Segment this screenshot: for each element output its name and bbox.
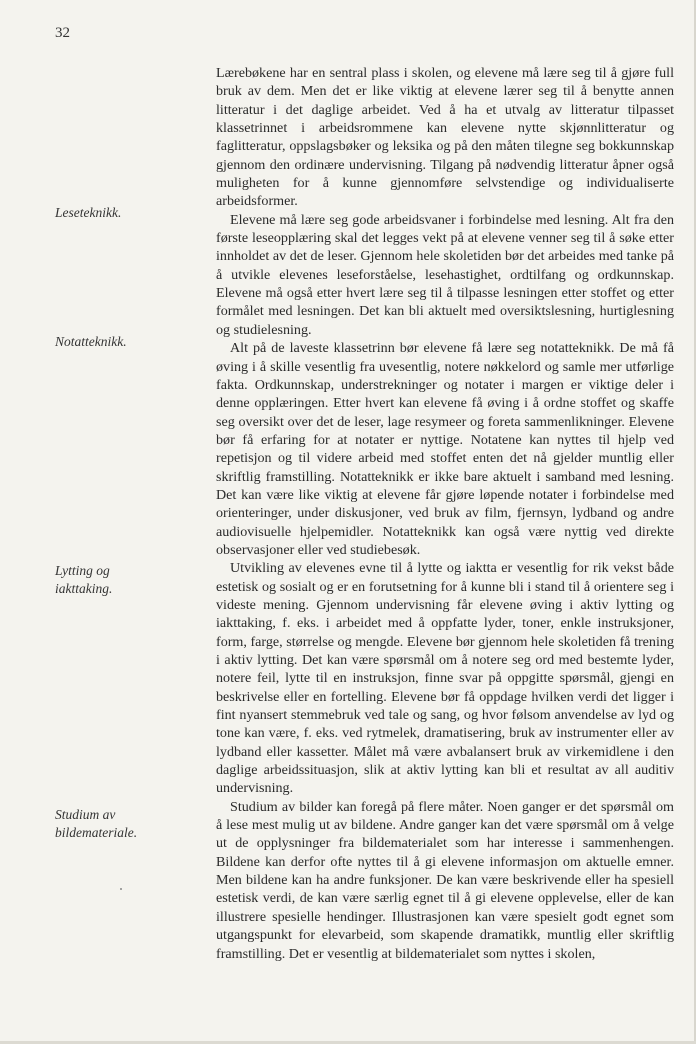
paragraph-notatteknikk: Alt på de laveste klassetrinn bør elevene få lære seg notatteknikk. De må få øving i å skille vesentlig fra uvesentlig, notere nøkkelord og samle mer utførlige fakta. Ordkunnskap, understrekninger og notater i margen er viktige deler i denne opplæringen. Etter hvert kan elevene få øving i å ordne stoffet og skaffe seg oversikt over det de leser, lage resymeer og foreta sammenlikninger. Elevene bør få erfaring for at notater er nyttige. Notatene kan nyttes til hjelp ved repetisjon og til videre arbeid med stoffet enten det nå gjelder muntlig eller skriftlig framstilling. Notatteknikk er ikke bare aktuelt i samband med lesning. Det kan være like viktig at elevene får gjøre løpende notater i forbindelse med orienteringer, under diskusjoner, ved bruk av film, fjernsyn, lydband og andre audiovisuelle hjelpemidler. Notatteknikk kan også være nyttig ved direkte observasjoner eller ved studiebesøk. (216, 340, 674, 558)
margin-note-lytting: Lytting og iakttaking. (55, 563, 113, 596)
paragraph-bildemateriale: Studium av bilder kan foregå på flere måter. Noen ganger er det spørsmål om å lese mest mulig ut av bildene. Andre ganger kan det være spørsmål om å velge ut de opplysninger fra bildematerialet som har interesse i sammenhengen. Bildene kan derfor ofte nyttes til å gi elevene informasjon om aktuelle emner. Men bildene kan ha andre funksjoner. De kan være beskrivende eller ha spesiell estetisk verdi, de kan være særlig egnet til å gi elevene opplevelse, eller de kan illustrere spesielle hendinger. Illustrasjonen kan være spesielt godt egnet som utgangspunkt for elevarbeid, som skapende dramatikk, muntlig eller skriftlig framstilling. Det er vesentlig at bildematerialet som nyttes i skolen, (216, 798, 674, 962)
print-speck (120, 888, 122, 890)
paragraph-leseteknikk: Elevene må lære seg gode arbeidsvaner i forbindelse med lesning. Alt fra den første leseopplæring skal det legges vekt på at elevene venner seg til å søke etter innholdet av det de leser. Gjennom hele skoletiden bør det arbeides med tanke på å utvikle elevenes leseforståelse, lesehastighet, ordtilfang og ordkunnskap. Elevene må også etter hvert lære seg til å tilpasse lesningen etter stoffet og etter formålet med lesningen. Det kan bli aktuelt med oversiktslesning, hurtiglesning og studielesning. (216, 211, 674, 338)
page-number: 32 (55, 25, 70, 41)
paragraph-lytting: Utvikling av elevenes evne til å lytte og iaktta er vesentlig for rik vekst både estetisk og sosialt og er en forutsetning for å kunne bli i stand til å orientere seg i videste mening. Gjennom undervisning får elevene øving i aktiv lytting og iakttaking, f. eks. i arbeidet med å oppfatte lyder, toner, enkle instruksjoner, form, farge, størrelse og mengde. Elevene bør gjennom hele skoletiden få trening i aktiv lytting. Det kan være spørsmål om å notere seg ord med bestemte lyder, notere feil, lytte til en instruksjon, finne svar på oppgitte spørsmål, gjengi en beskrivelse eller en fortelling. Elevene bør få oppdage hvilken verdi det ligger i fint nyansert stemmebruk ved tale og sang, og hvor følsom anvendelse av lyd og tone kan være, f. eks. ved rytmelek, dramatisering, bruk av instrumenter eller av lydband eller kassetter. Målet må være avbalansert bruk av virkemidlene i den daglige arbeidssituasjon, slik at aktiv lytting kan bli et resultat av all auditiv undervisning. (216, 560, 674, 797)
paragraph-laerebokene: Lærebøkene har en sentral plass i skolen, og elevene må lære seg til å gjøre full bruk av dem. Men det er like viktig at elevene lærer seg til å benytte annen litteratur i det daglige arbeidet. Ved å ha et utvalg av litteratur tilpasset klassetrinnet i arbeidsrommene kan elevene nytte skjønnlitteratur og faglitteratur, oppslagsbøker og leksika og på den måten tilegne seg bokkunnskap gjennom den ordinære undervisning. Tilgang på nødvendig litteratur åpner også muligheten for å kunne gjennomføre selvstendige og individualiserte arbeidsformer. (216, 65, 674, 210)
margin-note-studium: Studium av bildemateriale. (55, 807, 138, 840)
body-text (216, 64, 674, 963)
margin-note-leseteknikk: Leseteknikk. (55, 205, 122, 220)
margin-note-notatteknikk: Notatteknikk. (55, 334, 127, 349)
